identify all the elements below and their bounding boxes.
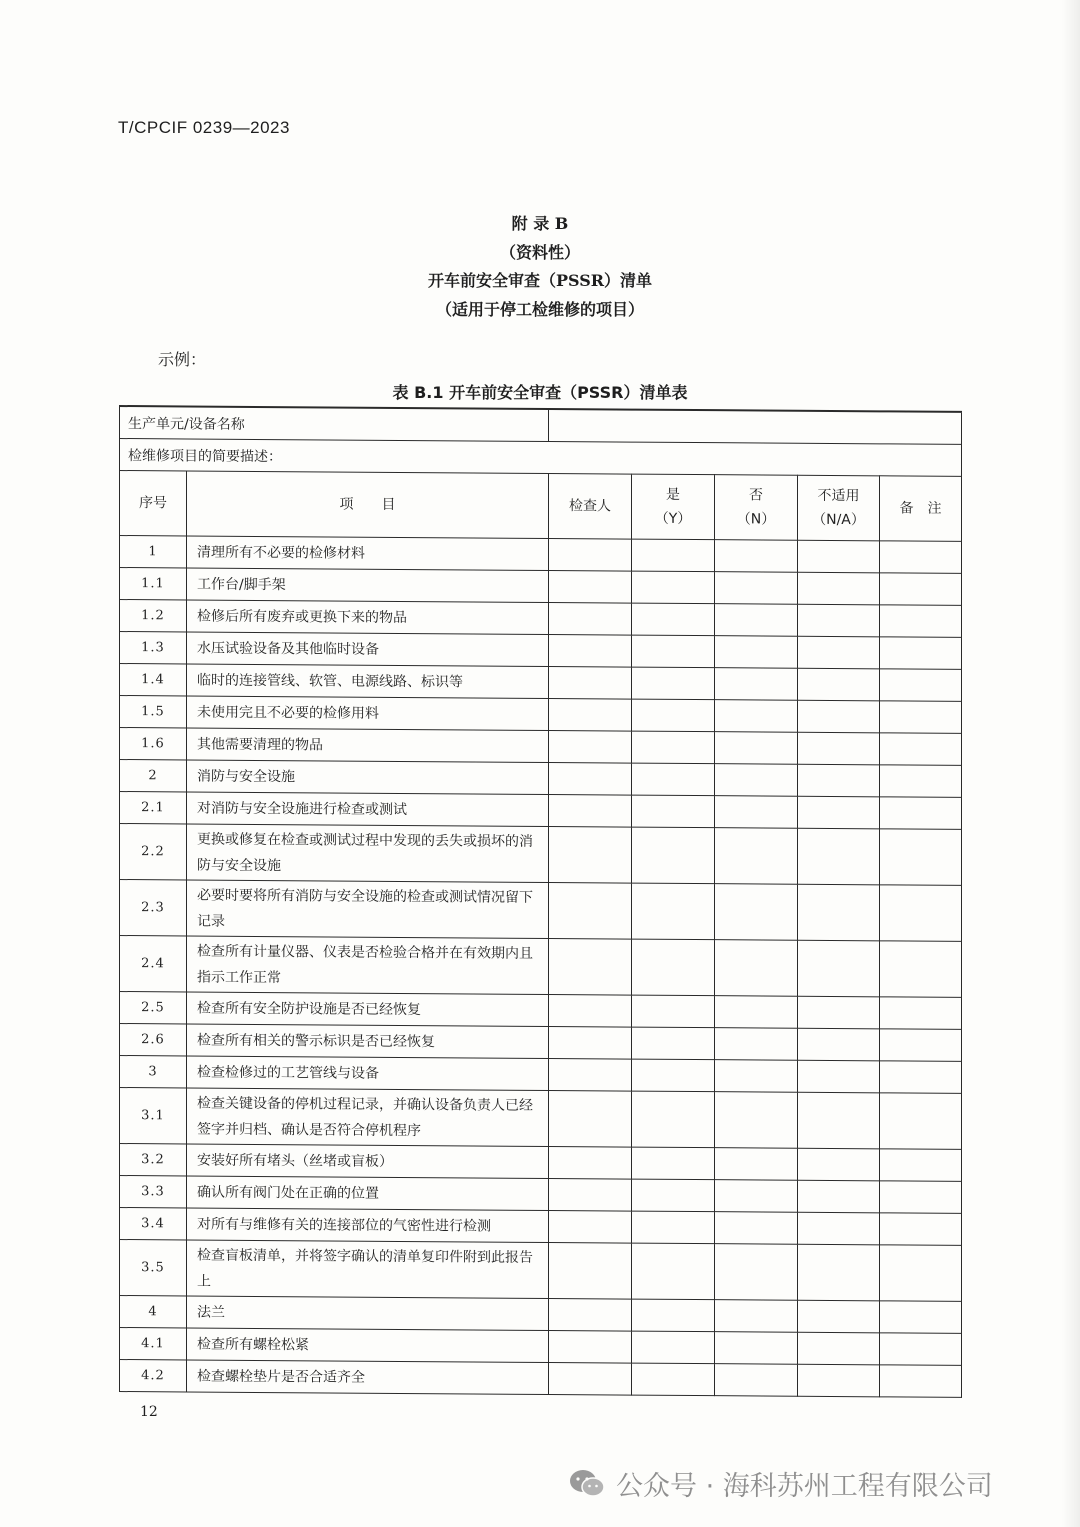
remarks-cell[interactable] <box>880 941 962 998</box>
na-cell[interactable] <box>798 764 880 797</box>
remarks-cell[interactable] <box>880 797 962 830</box>
row-item: 法兰 <box>187 1296 549 1331</box>
row-seq: 3.1 <box>120 1088 187 1144</box>
row-seq: 2 <box>120 760 187 792</box>
example-label: 示例： <box>158 350 207 369</box>
remarks-cell[interactable] <box>880 997 962 1030</box>
yes-cell[interactable] <box>632 1299 715 1332</box>
yes-cell[interactable] <box>632 1027 715 1060</box>
inspector-cell[interactable] <box>549 1210 632 1243</box>
no-cell[interactable] <box>715 1244 798 1301</box>
yes-cell[interactable] <box>632 1243 715 1300</box>
no-cell[interactable] <box>715 1332 798 1365</box>
yes-cell[interactable] <box>632 1211 715 1244</box>
inspector-cell[interactable] <box>549 1146 632 1179</box>
na-cell[interactable] <box>798 1092 880 1149</box>
na-cell[interactable] <box>798 636 880 669</box>
no-cell[interactable] <box>715 1028 798 1061</box>
remarks-cell[interactable] <box>880 1333 962 1366</box>
remarks-cell[interactable] <box>880 637 962 670</box>
yes-cell[interactable] <box>632 571 715 604</box>
yes-cell[interactable] <box>632 1331 715 1364</box>
yes-cell[interactable] <box>632 635 715 668</box>
no-cell[interactable] <box>715 540 798 573</box>
inspector-cell[interactable] <box>549 1058 632 1091</box>
watermark-text: 公众号 · 海科苏州工程有限公司 <box>616 1471 993 1502</box>
na-cell[interactable] <box>798 996 880 1029</box>
column-header-no-top: 否 <box>749 487 763 504</box>
project-description-label[interactable]: 检维修项目的简要描述： <box>120 439 962 477</box>
yes-cell[interactable] <box>632 795 715 828</box>
inspector-cell[interactable] <box>549 1178 632 1211</box>
inspector-cell[interactable] <box>549 634 632 667</box>
no-cell[interactable] <box>715 828 798 885</box>
table-row <box>120 880 962 942</box>
inspector-cell[interactable] <box>549 826 632 883</box>
page-number: 12 <box>140 1404 158 1420</box>
row-seq: 1 <box>120 536 187 568</box>
remarks-cell[interactable] <box>880 1245 962 1302</box>
yes-cell[interactable] <box>632 603 715 636</box>
table-caption: 表 B.1 开车前安全审查（PSSR）清单表 <box>392 383 688 402</box>
row-item: 对所有与维修有关的连接部位的气密性进行检测 <box>187 1208 549 1243</box>
column-header-na-top: 不适用 <box>817 487 860 505</box>
yes-cell[interactable] <box>632 763 715 796</box>
na-cell[interactable] <box>798 1180 880 1213</box>
row-seq: 4.1 <box>120 1328 187 1360</box>
column-header-remarks: 备 注 <box>880 476 962 542</box>
row-seq: 3.4 <box>120 1208 187 1240</box>
inspector-cell[interactable] <box>549 602 632 635</box>
remarks-cell[interactable] <box>880 1149 962 1182</box>
na-cell[interactable] <box>798 540 880 573</box>
row-item: 清理所有不必要的检修材料 <box>187 536 549 571</box>
remarks-cell[interactable] <box>880 573 962 606</box>
row-seq: 3.3 <box>120 1176 187 1208</box>
na-cell[interactable] <box>798 1300 880 1333</box>
row-item: 更换或修复在检查或测试过程中发现的丢失或损坏的消防与安全设施 <box>187 824 549 883</box>
no-cell[interactable] <box>715 1300 798 1333</box>
no-cell[interactable] <box>715 636 798 669</box>
column-header-yes <box>632 474 715 540</box>
no-cell[interactable] <box>715 604 798 637</box>
no-cell[interactable] <box>715 1060 798 1093</box>
row-item: 检查所有计量仪器、仪表是否检验合格并在有效期内且指示工作正常 <box>187 936 549 995</box>
appendix-title: 开车前安全审查（PSSR）清单 <box>427 271 653 290</box>
row-seq: 1.1 <box>120 568 187 600</box>
no-cell[interactable] <box>715 700 798 733</box>
inspector-cell[interactable] <box>549 938 632 995</box>
inspector-cell[interactable] <box>549 698 632 731</box>
yes-cell[interactable] <box>632 699 715 732</box>
row-seq: 1.3 <box>120 632 187 664</box>
inspector-cell[interactable] <box>549 1362 632 1395</box>
yes-cell[interactable] <box>632 939 715 996</box>
row-item: 安装好所有堵头（丝堵或盲板） <box>187 1144 549 1179</box>
row-item: 检查检修过的工艺管线与设备 <box>187 1056 549 1091</box>
row-seq: 2.6 <box>120 1024 187 1056</box>
table-row <box>120 1360 962 1398</box>
na-cell[interactable] <box>798 884 880 941</box>
row-seq: 1.6 <box>120 728 187 760</box>
yes-cell[interactable] <box>632 1059 715 1092</box>
table-row <box>120 936 962 998</box>
table-row <box>120 824 962 886</box>
row-item: 消防与安全设施 <box>187 760 549 795</box>
table-row <box>120 1088 962 1150</box>
row-seq: 1.5 <box>120 696 187 728</box>
row-item: 检查关键设备的停机过程记录，并确认设备负责人已经签字并归档、确认是否符合停机程序 <box>187 1088 549 1147</box>
yes-cell[interactable] <box>632 1147 715 1180</box>
appendix-scope: （适用于停工检维修的项目） <box>435 300 644 319</box>
na-cell[interactable] <box>798 1244 880 1301</box>
row-seq: 2.2 <box>120 824 187 880</box>
remarks-cell[interactable] <box>880 1093 962 1150</box>
row-item: 检查螺栓垫片是否合适齐全 <box>187 1360 549 1395</box>
na-cell[interactable] <box>798 572 880 605</box>
no-cell[interactable] <box>715 1364 798 1397</box>
remarks-cell[interactable] <box>880 1181 962 1214</box>
row-item: 检查所有螺栓松紧 <box>187 1328 549 1363</box>
remarks-cell[interactable] <box>880 605 962 638</box>
remarks-cell[interactable] <box>880 1061 962 1094</box>
no-cell[interactable] <box>715 1092 798 1149</box>
no-cell[interactable] <box>715 1148 798 1181</box>
column-header-no <box>715 475 798 541</box>
no-cell[interactable] <box>715 884 798 941</box>
row-seq: 1.2 <box>120 600 187 632</box>
row-item: 必要时要将所有消防与安全设施的检查或测试情况留下记录 <box>187 880 549 939</box>
no-cell[interactable] <box>715 996 798 1029</box>
column-header-seq: 序号 <box>120 471 187 536</box>
watermark <box>568 1464 993 1503</box>
row-seq: 3.5 <box>120 1240 187 1296</box>
pssr-checklist-table <box>119 405 962 1398</box>
inspector-cell[interactable] <box>549 882 632 939</box>
inspector-cell[interactable] <box>549 538 632 571</box>
na-cell[interactable] <box>798 828 880 885</box>
remarks-cell[interactable] <box>880 669 962 702</box>
column-header-na <box>798 475 880 541</box>
remarks-cell[interactable] <box>880 733 962 766</box>
column-header-inspector: 检查人 <box>549 473 632 539</box>
row-item: 其他需要清理的物品 <box>187 728 549 763</box>
inspector-cell[interactable] <box>549 994 632 1027</box>
table-header-row <box>120 471 962 542</box>
inspector-cell[interactable] <box>549 570 632 603</box>
remarks-cell[interactable] <box>880 1301 962 1334</box>
na-cell[interactable] <box>798 1332 880 1365</box>
column-header-yes-bottom: （Y） <box>654 510 692 527</box>
row-item: 检查盲板清单，并将签字确认的清单复印件附到此报告上 <box>187 1240 549 1299</box>
row-item: 检查所有安全防护设施是否已经恢复 <box>187 992 549 1027</box>
column-header-na-bottom: （N/A） <box>812 511 865 529</box>
column-header-no-bottom: （N） <box>736 511 776 528</box>
remarks-cell[interactable] <box>880 1213 962 1246</box>
row-item: 未使用完且不必要的检修用料 <box>187 696 549 731</box>
row-seq: 3 <box>120 1056 187 1088</box>
na-cell[interactable] <box>798 732 880 765</box>
table-row <box>120 1240 962 1302</box>
inspector-cell[interactable] <box>549 794 632 827</box>
row-seq: 4 <box>120 1296 187 1328</box>
remarks-cell[interactable] <box>880 1365 962 1398</box>
column-header-item: 项 目 <box>187 471 549 539</box>
na-cell[interactable] <box>798 1212 880 1245</box>
no-cell[interactable] <box>715 1180 798 1213</box>
row-item: 对消防与安全设施进行检查或测试 <box>187 792 549 827</box>
standard-code: T/CPCIF 0239—2023 <box>118 118 290 137</box>
yes-cell[interactable] <box>632 1179 715 1212</box>
row-item: 工作台/脚手架 <box>187 568 549 603</box>
yes-cell[interactable] <box>632 731 715 764</box>
no-cell[interactable] <box>715 796 798 829</box>
wechat-icon <box>568 1468 606 1500</box>
remarks-cell[interactable] <box>880 885 962 942</box>
no-cell[interactable] <box>715 940 798 997</box>
no-cell[interactable] <box>715 1212 798 1245</box>
row-item: 检查所有相关的警示标识是否已经恢复 <box>187 1024 549 1059</box>
unit-name-value[interactable] <box>549 409 962 444</box>
remarks-cell[interactable] <box>880 701 962 734</box>
remarks-cell[interactable] <box>880 541 962 574</box>
inspector-cell[interactable] <box>549 666 632 699</box>
appendix-nature: （资料性） <box>499 243 580 262</box>
na-cell[interactable] <box>798 604 880 637</box>
na-cell[interactable] <box>798 668 880 701</box>
yes-cell[interactable] <box>632 539 715 572</box>
na-cell[interactable] <box>798 940 880 997</box>
remarks-cell[interactable] <box>880 829 962 886</box>
na-cell[interactable] <box>798 796 880 829</box>
na-cell[interactable] <box>798 1060 880 1093</box>
row-seq: 3.2 <box>120 1144 187 1176</box>
na-cell[interactable] <box>798 1364 880 1397</box>
inspector-cell[interactable] <box>549 1330 632 1363</box>
no-cell[interactable] <box>715 732 798 765</box>
no-cell[interactable] <box>715 764 798 797</box>
inspector-cell[interactable] <box>549 1298 632 1331</box>
row-item: 确认所有阀门处在正确的位置 <box>187 1176 549 1211</box>
yes-cell[interactable] <box>632 827 715 884</box>
yes-cell[interactable] <box>632 667 715 700</box>
yes-cell[interactable] <box>632 883 715 940</box>
yes-cell[interactable] <box>632 1091 715 1148</box>
no-cell[interactable] <box>715 668 798 701</box>
row-seq: 1.4 <box>120 664 187 696</box>
inspector-cell[interactable] <box>549 1242 632 1299</box>
inspector-cell[interactable] <box>549 762 632 795</box>
unit-name-label: 生产单元/设备名称 <box>120 406 549 441</box>
row-seq: 4.2 <box>120 1360 187 1392</box>
appendix-heading: 附 录 B <box>511 214 569 233</box>
row-item: 水压试验设备及其他临时设备 <box>187 632 549 667</box>
row-item: 检修后所有废弃或更换下来的物品 <box>187 600 549 635</box>
na-cell[interactable] <box>798 1148 880 1181</box>
row-seq: 2.4 <box>120 936 187 992</box>
inspector-cell[interactable] <box>549 1090 632 1147</box>
row-seq: 2.5 <box>120 992 187 1024</box>
row-item: 临时的连接管线、软管、电源线路、标识等 <box>187 664 549 699</box>
na-cell[interactable] <box>798 700 880 733</box>
column-header-yes-top: 是 <box>666 486 680 503</box>
yes-cell[interactable] <box>632 1363 715 1396</box>
row-seq: 2.3 <box>120 880 187 936</box>
inspector-cell[interactable] <box>549 1026 632 1059</box>
yes-cell[interactable] <box>632 995 715 1028</box>
remarks-cell[interactable] <box>880 765 962 798</box>
row-seq: 2.1 <box>120 792 187 824</box>
no-cell[interactable] <box>715 572 798 605</box>
remarks-cell[interactable] <box>880 1029 962 1062</box>
na-cell[interactable] <box>798 1028 880 1061</box>
inspector-cell[interactable] <box>549 730 632 763</box>
